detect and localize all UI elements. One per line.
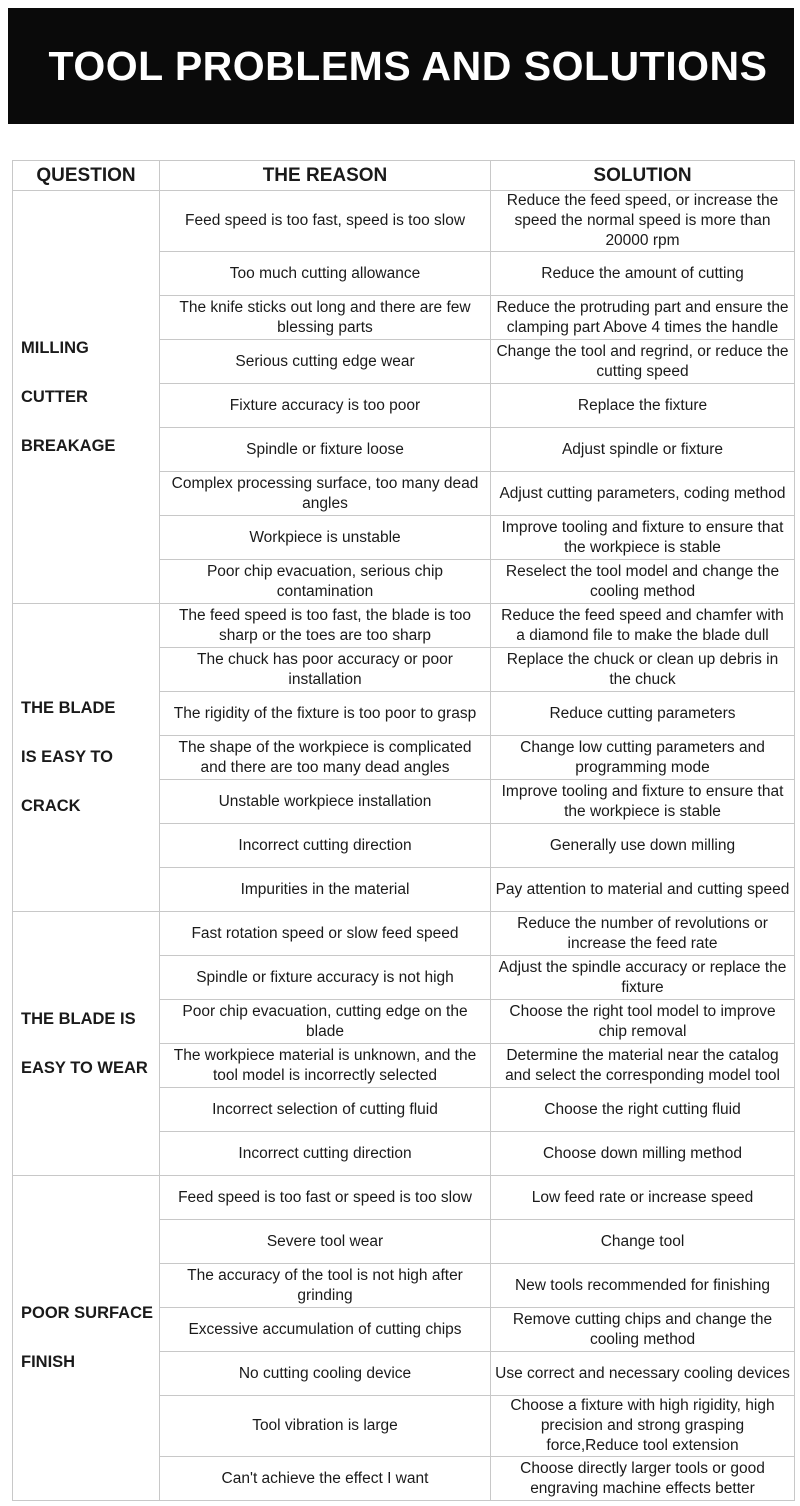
table-row (13, 912, 795, 956)
solution-cell: Remove cutting chips and change the cooling method (491, 1308, 795, 1352)
question-label: MILLING (21, 338, 89, 357)
reason-cell: Spindle or fixture accuracy is not high (160, 956, 491, 1000)
solution-cell: Choose the right cutting fluid (491, 1088, 795, 1132)
solution-cell: Choose down milling method (491, 1132, 795, 1176)
solution-cell: Low feed rate or increase speed (491, 1176, 795, 1220)
title-banner (8, 8, 794, 124)
question-label: FINISH (21, 1353, 76, 1371)
reason-cell: Can't achieve the effect I want (160, 1457, 491, 1501)
table-row (13, 191, 795, 252)
reason-cell: Complex processing surface, too many dead angles (160, 472, 491, 516)
question-label: THE BLADE IS (21, 1009, 136, 1028)
table-body (13, 191, 795, 1501)
solution-cell: Replace the chuck or clean up debris in the chuck (491, 648, 795, 692)
reason-cell: Impurities in the material (160, 868, 491, 912)
question-label: BREAKAGE (21, 436, 116, 455)
solution-cell: Use correct and necessary cooling devices (491, 1352, 795, 1396)
solution-cell: Adjust spindle or fixture (491, 428, 795, 472)
reason-cell: The knife sticks out long and there are few blessing parts (160, 296, 491, 340)
reason-cell: The chuck has poor accuracy or poor installation (160, 648, 491, 692)
reason-cell: The rigidity of the fixture is too poor to grasp (160, 692, 491, 736)
solution-cell: Change the tool and regrind, or reduce the cutting speed (491, 340, 795, 384)
reason-cell: Poor chip evacuation, cutting edge on the blade (160, 1000, 491, 1044)
solution-cell: Reduce the feed speed and chamfer with a diamond file to make the blade dull (491, 604, 795, 648)
reason-cell: Unstable workpiece installation (160, 780, 491, 824)
reason-cell: The feed speed is too fast, the blade is too sharp or the toes are too sharp (160, 604, 491, 648)
solution-cell: Change tool (491, 1220, 795, 1264)
solution-cell: Improve tooling and fixture to ensure that the workpiece is stable (491, 780, 795, 824)
solution-cell: Choose a fixture with high rigidity, high precision and strong grasping force,Reduce tool extension (491, 1396, 795, 1457)
reason-cell: Feed speed is too fast, speed is too slow (160, 191, 491, 252)
solution-cell: Reduce the protruding part and ensure the clamping part Above 4 times the handle (491, 296, 795, 340)
reason-cell: Fast rotation speed or slow feed speed (160, 912, 491, 956)
reason-header: THE REASON (160, 161, 491, 191)
solution-cell: New tools recommended for finishing (491, 1264, 795, 1308)
header-row (13, 161, 795, 191)
reason-cell: Incorrect cutting direction (160, 824, 491, 868)
solution-cell: Choose the right tool model to improve chip removal (491, 1000, 795, 1044)
solution-cell: Change low cutting parameters and programming mode (491, 736, 795, 780)
question-cell (13, 191, 160, 604)
solution-cell: Reduce the feed speed, or increase the speed the normal speed is more than 20000 rpm (491, 191, 795, 252)
solution-cell: Replace the fixture (491, 384, 795, 428)
table-row (13, 1176, 795, 1220)
question-label: CRACK (21, 797, 81, 815)
solution-cell: Adjust cutting parameters, coding method (491, 472, 795, 516)
reason-cell: Feed speed is too fast or speed is too slow (160, 1176, 491, 1220)
question-label: POOR SURFACE (21, 1304, 154, 1322)
question-label: IS EASY TO (21, 748, 114, 766)
solution-cell: Reselect the tool model and change the cooling method (491, 560, 795, 604)
table-row (13, 604, 795, 648)
solution-cell: Generally use down milling (491, 824, 795, 868)
reason-cell: Tool vibration is large (160, 1396, 491, 1457)
solution-cell: Improve tooling and fixture to ensure that the workpiece is stable (491, 516, 795, 560)
solution-cell: Pay attention to material and cutting speed (491, 868, 795, 912)
solution-cell: Reduce the amount of cutting (491, 252, 795, 296)
solution-cell: Adjust the spindle accuracy or replace the fixture (491, 956, 795, 1000)
question-label: EASY TO WEAR (21, 1058, 148, 1077)
reason-cell: The workpiece material is unknown, and the tool model is incorrectly selected (160, 1044, 491, 1088)
question-label: CUTTER (21, 387, 88, 406)
reason-cell: No cutting cooling device (160, 1352, 491, 1396)
question-header: QUESTION (13, 161, 160, 191)
reason-cell: Excessive accumulation of cutting chips (160, 1308, 491, 1352)
reason-cell: Serious cutting edge wear (160, 340, 491, 384)
solution-cell: Reduce cutting parameters (491, 692, 795, 736)
solution-header: SOLUTION (491, 161, 795, 191)
reason-cell: Incorrect cutting direction (160, 1132, 491, 1176)
question-cell (13, 912, 160, 1176)
reason-cell: The accuracy of the tool is not high after grinding (160, 1264, 491, 1308)
question-cell (13, 604, 160, 912)
solution-cell: Choose directly larger tools or good engraving machine effects better (491, 1457, 795, 1501)
reason-cell: Poor chip evacuation, serious chip contamination (160, 560, 491, 604)
question-cell (13, 1176, 160, 1501)
reason-cell: The shape of the workpiece is complicated and there are too many dead angles (160, 736, 491, 780)
problems-table (12, 160, 795, 1501)
page-title: TOOL PROBLEMS AND SOLUTIONS (48, 42, 768, 89)
reason-cell: Too much cutting allowance (160, 252, 491, 296)
question-label: THE BLADE (21, 699, 116, 717)
reason-cell: Incorrect selection of cutting fluid (160, 1088, 491, 1132)
solution-cell: Reduce the number of revolutions or increase the feed rate (491, 912, 795, 956)
reason-cell: Workpiece is unstable (160, 516, 491, 560)
reason-cell: Fixture accuracy is too poor (160, 384, 491, 428)
reason-cell: Severe tool wear (160, 1220, 491, 1264)
solution-cell: Determine the material near the catalog and select the corresponding model tool (491, 1044, 795, 1088)
reason-cell: Spindle or fixture loose (160, 428, 491, 472)
